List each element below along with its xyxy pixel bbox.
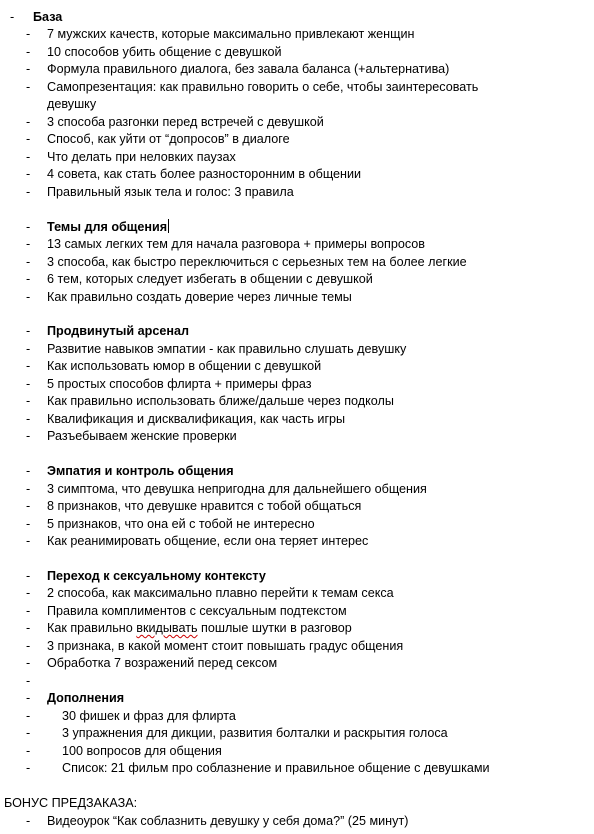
section-title: Темы для общения — [47, 220, 168, 234]
list-item-text: Разъебываем женские проверки — [47, 429, 237, 443]
bullet-dash: - — [26, 674, 31, 688]
list-item-text: 7 мужских качеств, которые максимально привлекают женщин — [47, 27, 415, 41]
list-item-text: 5 признаков, что она ей с тобой не интересно — [47, 517, 315, 531]
list-item-text: Способ, как уйти от “допросов” в диалоге — [47, 132, 290, 146]
bullet-dash: - — [26, 412, 31, 426]
section-title: Эмпатия и контроль общения — [47, 464, 234, 478]
bonus-title: БОНУС ПРЕДЗАКАЗА: — [4, 796, 138, 810]
bullet-dash: - — [26, 569, 31, 583]
bullet-dash: - — [26, 534, 31, 548]
bullet-dash: - — [26, 709, 31, 723]
list-item-text: Формула правильного диалога, без завала баланса (+альтернатива) — [47, 62, 450, 76]
bullet-dash: - — [10, 10, 15, 24]
bullet-dash: - — [26, 517, 31, 531]
bullet-dash: - — [26, 80, 31, 94]
list-item-text: 3 способа разгонки перед встречей с девушкой — [47, 115, 324, 129]
bullet-dash: - — [26, 27, 31, 41]
bullet-dash: - — [26, 342, 31, 356]
list-item-text: 3 признака, в какой момент стоит повышать градус общения — [47, 639, 404, 653]
bullet-dash: - — [26, 814, 31, 828]
bullet-dash: - — [26, 255, 31, 269]
list-item-text: Правильный язык тела и голос: 3 правила — [47, 185, 294, 199]
text-fragment: пошлые шутки в разговор — [201, 621, 352, 635]
bullet-dash: - — [26, 359, 31, 373]
bullet-dash: - — [26, 132, 31, 146]
list-item-text: 4 совета, как стать более разносторонним в общении — [47, 167, 362, 181]
list-item-text: Что делать при неловких паузах — [47, 150, 236, 164]
bullet-dash: - — [26, 394, 31, 408]
list-item-text: Правила комплиментов с сексуальным подтекстом — [47, 604, 347, 618]
bullet-dash: - — [26, 272, 31, 286]
bullet-dash: - — [26, 185, 31, 199]
list-item-text: 3 симптома, что девушка непригодна для дальнейшего общения — [47, 482, 427, 496]
list-item-text-compound — [47, 620, 352, 637]
list-item-text: 100 вопросов для общения — [62, 744, 222, 758]
list-item-text: 6 тем, которых следует избегать в общении с девушкой — [47, 272, 373, 286]
list-item-text: 5 простых способов флирта + примеры фраз — [47, 377, 312, 391]
list-item-text: Как правильно использовать ближе/дальше через подколы — [47, 394, 394, 408]
bullet-dash: - — [26, 290, 31, 304]
list-item-text: 8 признаков, что девушке нравится с тобой общаться — [47, 499, 362, 513]
list-item-text: 2 способа, как максимально плавно перейти к темам секса — [47, 586, 394, 600]
section-title: База — [33, 10, 63, 24]
spellcheck-word[interactable]: вкидывать — [136, 621, 198, 635]
text-cursor — [168, 219, 169, 233]
bullet-dash: - — [26, 726, 31, 740]
section-title: Переход к сексуальному контексту — [47, 569, 266, 583]
bullet-dash: - — [26, 150, 31, 164]
list-item-text: Развитие навыков эмпатии - как правильно слушать девушку — [47, 342, 407, 356]
list-item-text: 3 упражнения для дикции, развития болталки и раскрытия голоса — [62, 726, 448, 740]
text-fragment: Как правильно — [47, 621, 133, 635]
list-item-text: Как использовать юмор в общении с девушкой — [47, 359, 322, 373]
list-item-text: 10 способов убить общение с девушкой — [47, 45, 282, 59]
bullet-dash: - — [26, 639, 31, 653]
list-item-text: Обработка 7 возражений перед сексом — [47, 656, 278, 670]
list-item-text: 30 фишек и фраз для флирта — [62, 709, 236, 723]
section-title-wrap[interactable] — [47, 219, 169, 236]
list-item-text: 3 способа, как быстро переключиться с серьезных тем на более легкие — [47, 255, 467, 269]
bullet-dash: - — [26, 167, 31, 181]
list-item-text: 13 самых легких тем для начала разговора + примеры вопросов — [47, 237, 425, 251]
bullet-dash: - — [26, 429, 31, 443]
list-item-text: Квалификация и дисквалификация, как часть игры — [47, 412, 346, 426]
bullet-dash: - — [26, 62, 31, 76]
bullet-dash: - — [26, 220, 31, 234]
bullet-dash: - — [26, 621, 31, 635]
bullet-dash: - — [26, 499, 31, 513]
section-title: Продвинутый арсенал — [47, 324, 189, 338]
list-item-text: Список: 21 фильм про соблазнение и правильное общение с девушками — [62, 761, 490, 775]
list-item-text: Как реанимировать общение, если она теряет интерес — [47, 534, 369, 548]
bullet-dash: - — [26, 656, 31, 670]
bullet-dash: - — [26, 604, 31, 618]
bullet-dash: - — [26, 586, 31, 600]
list-item-text: Самопрезентация: как правильно говорить о себе, чтобы заинтересовать девушку — [47, 80, 479, 111]
bullet-dash: - — [26, 482, 31, 496]
bullet-dash: - — [26, 324, 31, 338]
bullet-dash: - — [26, 45, 31, 59]
section-title: Дополнения — [47, 691, 125, 705]
bullet-dash: - — [26, 115, 31, 129]
bullet-dash: - — [26, 761, 31, 775]
bullet-dash: - — [26, 237, 31, 251]
list-item-text: Видеоурок “Как соблазнить девушку у себя дома?” (25 минут) — [47, 814, 409, 828]
list-item-text: Как правильно создать доверие через личные темы — [47, 290, 352, 304]
bullet-dash: - — [26, 744, 31, 758]
bullet-dash: - — [26, 691, 31, 705]
bullet-dash: - — [26, 377, 31, 391]
bullet-dash: - — [26, 464, 31, 478]
